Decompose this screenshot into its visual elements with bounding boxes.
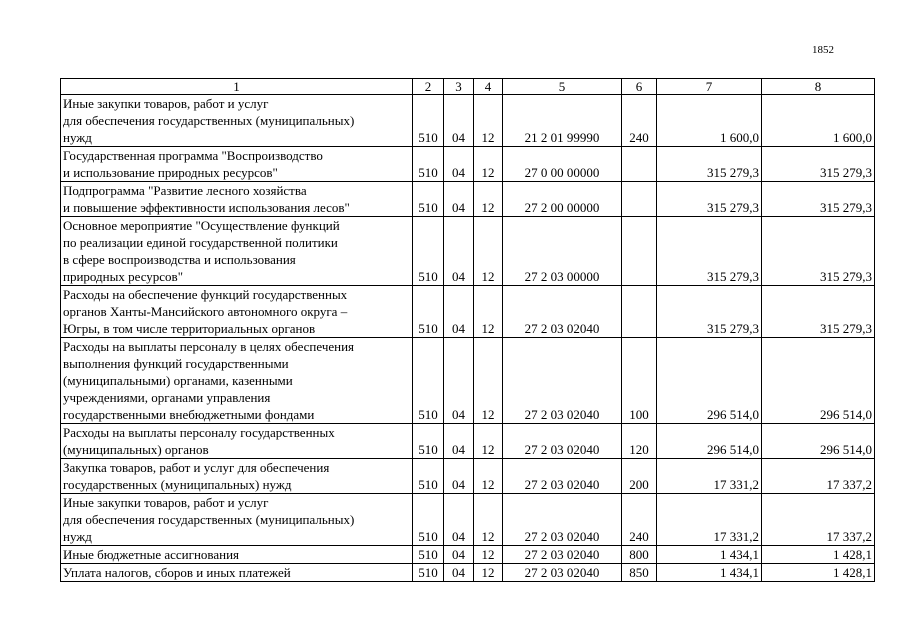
admin-code: 510	[413, 564, 444, 582]
row-name-line: по реализации единой государственной политики	[63, 235, 338, 250]
target-article-code: 27 2 03 02040	[503, 459, 622, 494]
amount-year-1: 1 434,1	[657, 546, 762, 564]
page-number: 1852	[812, 44, 834, 56]
target-article-code: 27 2 03 00000	[503, 217, 622, 286]
target-article-code: 27 2 03 02040	[503, 546, 622, 564]
row-name-line: нужд	[63, 529, 92, 544]
amount-year-1: 17 331,2	[657, 459, 762, 494]
table-row	[61, 546, 875, 564]
section-code: 04	[444, 95, 474, 147]
row-name-line: Иные закупки товаров, работ и услуг	[63, 495, 269, 510]
subsection-code: 12	[474, 182, 503, 217]
expense-type-code: 850	[622, 564, 657, 582]
row-name-line: (муниципальными) органами, казенными	[63, 373, 293, 388]
header-row	[61, 79, 875, 95]
subsection-code: 12	[474, 147, 503, 182]
amount-year-2: 1 428,1	[762, 546, 875, 564]
row-name-line: Государственная программа "Воспроизводство	[63, 148, 323, 163]
row-name-line: и использование природных ресурсов"	[63, 165, 278, 180]
subsection-code: 12	[474, 494, 503, 546]
table-row	[61, 564, 875, 582]
expense-type-code	[622, 286, 657, 338]
row-name-line: государственных (муниципальных) нужд	[63, 477, 292, 492]
target-article-code: 27 2 03 02040	[503, 424, 622, 459]
target-article-code: 27 0 00 00000	[503, 147, 622, 182]
expense-type-code: 800	[622, 546, 657, 564]
target-article-code: 27 2 03 02040	[503, 286, 622, 338]
row-name-line: Югры, в том числе территориальных органов	[63, 321, 316, 336]
row-name-line: для обеспечения государственных (муниципальных)	[63, 113, 355, 128]
subsection-code: 12	[474, 424, 503, 459]
section-code: 04	[444, 147, 474, 182]
row-name-line: нужд	[63, 130, 92, 145]
section-code: 04	[444, 182, 474, 217]
expense-type-code: 240	[622, 494, 657, 546]
amount-year-2: 315 279,3	[762, 286, 875, 338]
expense-type-code: 240	[622, 95, 657, 147]
row-name-line: в сфере воспроизводства и использования	[63, 252, 296, 267]
table-row	[61, 95, 875, 147]
row-name	[61, 95, 413, 147]
row-name-line: учреждениями, органами управления	[63, 390, 271, 405]
admin-code: 510	[413, 546, 444, 564]
subsection-code: 12	[474, 95, 503, 147]
table-row	[61, 182, 875, 217]
amount-year-2: 1 428,1	[762, 564, 875, 582]
subsection-code: 12	[474, 459, 503, 494]
section-code: 04	[444, 546, 474, 564]
table-row	[61, 338, 875, 424]
table-row	[61, 286, 875, 338]
admin-code: 510	[413, 424, 444, 459]
amount-year-2: 17 337,2	[762, 494, 875, 546]
header-cell: 7	[657, 79, 762, 95]
row-name-line: Основное мероприятие "Осуществление функций	[63, 218, 340, 233]
expense-type-code	[622, 217, 657, 286]
header-cell: 8	[762, 79, 875, 95]
admin-code: 510	[413, 182, 444, 217]
row-name-line: Расходы на выплаты персоналу государственных	[63, 425, 335, 440]
amount-year-2: 1 600,0	[762, 95, 875, 147]
table-body	[61, 95, 875, 582]
admin-code: 510	[413, 95, 444, 147]
subsection-code: 12	[474, 217, 503, 286]
admin-code: 510	[413, 286, 444, 338]
expense-type-code: 100	[622, 338, 657, 424]
row-name	[61, 286, 413, 338]
subsection-code: 12	[474, 546, 503, 564]
amount-year-1: 315 279,3	[657, 182, 762, 217]
amount-year-2: 17 337,2	[762, 459, 875, 494]
header-cell: 6	[622, 79, 657, 95]
row-name-line: Уплата налогов, сборов и иных платежей	[63, 565, 291, 580]
target-article-code: 27 2 03 02040	[503, 494, 622, 546]
row-name	[61, 182, 413, 217]
table-row	[61, 494, 875, 546]
row-name	[61, 147, 413, 182]
row-name-line: Иные бюджетные ассигнования	[63, 547, 240, 562]
row-name-line: выполнения функций государственными	[63, 356, 289, 371]
target-article-code: 27 2 03 02040	[503, 564, 622, 582]
expense-type-code	[622, 147, 657, 182]
admin-code: 510	[413, 147, 444, 182]
section-code: 04	[444, 424, 474, 459]
row-name	[61, 217, 413, 286]
row-name	[61, 564, 413, 582]
header-cell: 4	[474, 79, 503, 95]
amount-year-1: 315 279,3	[657, 286, 762, 338]
target-article-code: 27 2 03 02040	[503, 338, 622, 424]
table-row	[61, 217, 875, 286]
amount-year-2: 315 279,3	[762, 217, 875, 286]
subsection-code: 12	[474, 338, 503, 424]
row-name-line: Иные закупки товаров, работ и услуг	[63, 96, 269, 111]
row-name-line: для обеспечения государственных (муниципальных)	[63, 512, 355, 527]
header-cell: 2	[413, 79, 444, 95]
section-code: 04	[444, 217, 474, 286]
row-name-line: (муниципальных) органов	[63, 442, 209, 457]
subsection-code: 12	[474, 286, 503, 338]
row-name	[61, 338, 413, 424]
admin-code: 510	[413, 338, 444, 424]
amount-year-1: 17 331,2	[657, 494, 762, 546]
row-name-line: Расходы на выплаты персоналу в целях обеспечения	[63, 339, 355, 354]
row-name-line: Расходы на обеспечение функций государственных	[63, 287, 348, 302]
row-name-line: Закупка товаров, работ и услуг для обеспечения	[63, 460, 330, 475]
target-article-code: 21 2 01 99990	[503, 95, 622, 147]
expense-type-code: 120	[622, 424, 657, 459]
amount-year-2: 315 279,3	[762, 182, 875, 217]
table-row	[61, 424, 875, 459]
admin-code: 510	[413, 217, 444, 286]
amount-year-1: 296 514,0	[657, 424, 762, 459]
header-cell: 3	[444, 79, 474, 95]
header-cell: 5	[503, 79, 622, 95]
amount-year-1: 315 279,3	[657, 217, 762, 286]
amount-year-2: 296 514,0	[762, 338, 875, 424]
row-name	[61, 459, 413, 494]
row-name-line: и повышение эффективности использования лесов"	[63, 200, 350, 215]
target-article-code: 27 2 00 00000	[503, 182, 622, 217]
row-name	[61, 546, 413, 564]
row-name	[61, 494, 413, 546]
table-row	[61, 459, 875, 494]
section-code: 04	[444, 564, 474, 582]
amount-year-2: 296 514,0	[762, 424, 875, 459]
section-code: 04	[444, 459, 474, 494]
amount-year-1: 315 279,3	[657, 147, 762, 182]
section-code: 04	[444, 338, 474, 424]
budget-table	[60, 78, 875, 582]
section-code: 04	[444, 286, 474, 338]
header-cell: 1	[61, 79, 413, 95]
amount-year-2: 315 279,3	[762, 147, 875, 182]
admin-code: 510	[413, 494, 444, 546]
expense-type-code	[622, 182, 657, 217]
table-row	[61, 147, 875, 182]
row-name-line: государственными внебюджетными фондами	[63, 407, 315, 422]
row-name	[61, 424, 413, 459]
row-name-line: природных ресурсов"	[63, 269, 184, 284]
expense-type-code: 200	[622, 459, 657, 494]
amount-year-1: 1 434,1	[657, 564, 762, 582]
row-name-line: Подпрограмма "Развитие лесного хозяйства	[63, 183, 307, 198]
section-code: 04	[444, 494, 474, 546]
amount-year-1: 1 600,0	[657, 95, 762, 147]
admin-code: 510	[413, 459, 444, 494]
amount-year-1: 296 514,0	[657, 338, 762, 424]
subsection-code: 12	[474, 564, 503, 582]
row-name-line: органов Ханты-Мансийского автономного округа –	[63, 304, 348, 319]
